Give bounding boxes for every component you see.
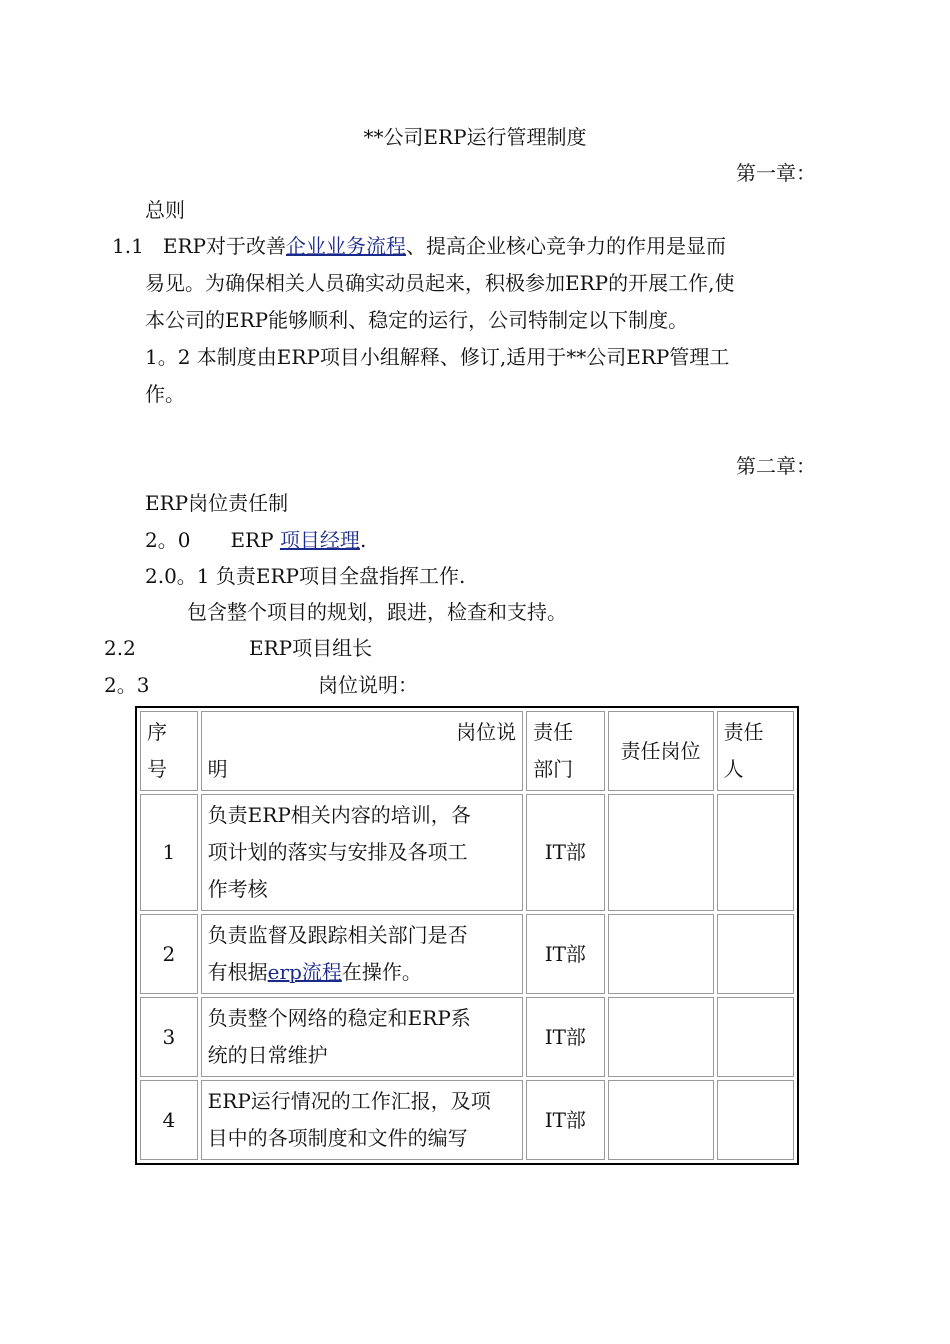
section-1-2-line-1: 1。2 本制度由ERP项目小组解释、修订,适用于**公司ERP管理工	[145, 345, 730, 369]
section-number: 2。0	[145, 528, 191, 552]
row-no: 1	[140, 794, 198, 911]
section-text: .	[359, 528, 367, 552]
row-post	[608, 1080, 714, 1160]
header-department: 责任 部门	[526, 711, 604, 791]
chapter-1-label: 第一章：	[736, 161, 816, 185]
section-2-2-text: ERP项目组长	[249, 636, 373, 660]
row-department: IT部	[526, 1080, 604, 1160]
section-2-0-1-line-1: 2.0。1 负责ERP项目全盘指挥工作.	[145, 564, 466, 588]
project-manager-link[interactable]: 项目经理	[279, 528, 360, 552]
table-row	[140, 794, 794, 911]
row-no: 2	[140, 914, 198, 994]
row-person	[717, 914, 794, 994]
row-person	[717, 794, 794, 911]
section-2-3-number: 2。3	[104, 673, 150, 697]
header-person: 责任 人	[717, 711, 794, 791]
row-no: 3	[140, 997, 198, 1077]
section-2-0	[145, 527, 366, 553]
row-description: ERP运行情况的工作汇报，及项 目中的各项制度和文件的编写	[201, 1080, 523, 1160]
section-1-1-line-3: 本公司的ERP能够顺利、稳定的运行，公司特制定以下制度。	[145, 308, 689, 332]
table-row	[140, 914, 794, 994]
section-2-2-number: 2.2	[104, 636, 136, 660]
row-no: 4	[140, 1080, 198, 1160]
header-post: 责任岗位	[608, 711, 714, 791]
row-description: 负责ERP相关内容的培训，各 项计划的落实与安排及各项工 作考核	[201, 794, 523, 911]
row-description: 负责整个网络的稳定和ERP系 统的日常维护	[201, 997, 523, 1077]
section-1-2-line-2: 作。	[145, 382, 185, 406]
section-text: ERP对于改善	[162, 234, 287, 258]
section-1-1-line-2: 易见。为确保相关人员确实动员起来，积极参加ERP的开展工作,使	[145, 271, 735, 295]
section-2-3-text: 岗位说明：	[318, 673, 418, 697]
document-title: **公司ERP运行管理制度	[363, 125, 587, 149]
chapter-2-label: 第二章：	[736, 454, 816, 478]
chapter-2-heading: ERP岗位责任制	[145, 491, 289, 515]
header-description: 岗位说 明	[201, 711, 523, 791]
section-1-1-line-1	[112, 233, 726, 259]
row-description: 负责监督及跟踪相关部门是否 有根据erp流程在操作。	[201, 914, 523, 994]
row-post	[608, 914, 714, 994]
row-department: IT部	[526, 914, 604, 994]
table-row	[140, 997, 794, 1077]
section-text: ERP	[230, 528, 274, 552]
erp-process-link[interactable]: erp流程	[267, 960, 342, 984]
table-header-row	[140, 711, 794, 791]
header-no: 序 号	[140, 711, 198, 791]
row-department: IT部	[526, 997, 604, 1077]
row-post	[608, 794, 714, 911]
section-2-0-1-line-2: 包含整个项目的规划，跟进，检查和支持。	[187, 600, 567, 624]
section-number: 1.1	[112, 234, 144, 258]
responsibility-table	[135, 706, 799, 1165]
table-row	[140, 1080, 794, 1160]
row-person	[717, 1080, 794, 1160]
section-text: 、提高企业核心竞争力的作用是显而	[406, 234, 727, 258]
chapter-1-heading: 总则	[145, 198, 185, 222]
row-department: IT部	[526, 794, 604, 911]
row-post	[608, 997, 714, 1077]
row-person	[717, 997, 794, 1077]
business-process-link[interactable]: 企业业务流程	[286, 234, 407, 258]
